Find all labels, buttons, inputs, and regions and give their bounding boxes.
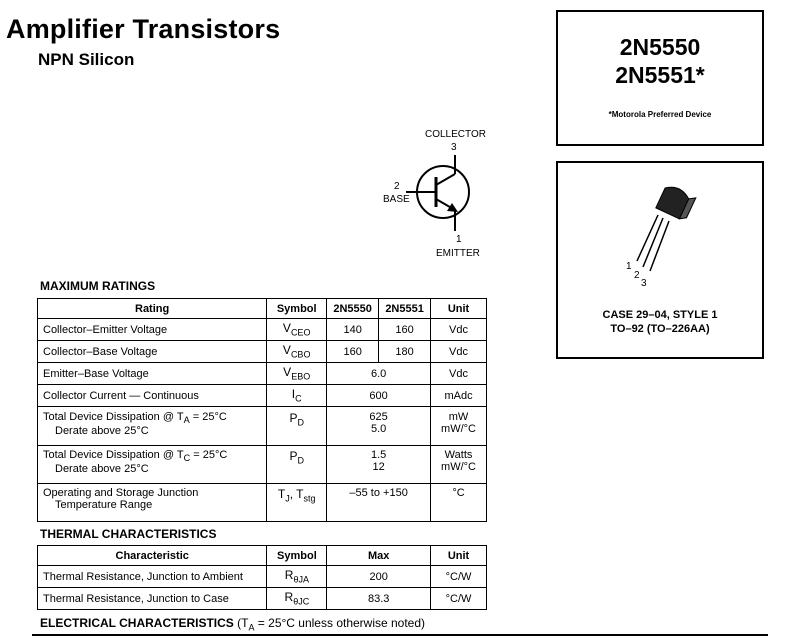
unit-cell: °C — [431, 484, 487, 522]
characteristic-cell: Thermal Resistance, Junction to Ambient — [38, 566, 267, 588]
table-row — [38, 385, 487, 407]
value-cell: –55 to +150 — [327, 484, 431, 522]
table-header-row — [38, 546, 487, 566]
symbol-cell: $V_{CEO}$ — [267, 319, 327, 341]
page-subtitle: NPN Silicon — [38, 50, 135, 69]
table-row — [38, 446, 487, 484]
table-row — [38, 363, 487, 385]
symbol-cell: $T_J$, $T_{stg}$ — [267, 484, 327, 522]
value-cell: 200 — [327, 566, 431, 588]
table-row — [38, 588, 487, 610]
symbol-cell: $P_D$ — [267, 446, 327, 484]
value-cell: 180 — [379, 341, 431, 363]
section-divider — [32, 634, 768, 636]
column-header: Unit — [431, 299, 487, 319]
max-ratings-heading: MAXIMUM RATINGS — [40, 279, 156, 293]
column-header: Characteristic — [38, 546, 267, 566]
rating-cell: Total Device Dissipation @ $T_A = 25^\circ C$ Derate above 25°C — [38, 407, 267, 446]
table-row — [38, 341, 487, 363]
collector-pin: 3 — [451, 142, 457, 153]
case-pin-1: 1 — [626, 261, 632, 272]
column-header: Symbol — [267, 299, 327, 319]
rating-cell: Total Device Dissipation @ $T_C = 25^\circ C$ Derate above 25°C — [38, 446, 267, 484]
case-pin-3: 3 — [641, 278, 647, 289]
emitter-pin: 1 — [456, 234, 462, 245]
page-title: Amplifier Transistors — [6, 14, 281, 44]
value-cell: 6.0 — [327, 363, 431, 385]
unit-cell: °C/W — [431, 588, 487, 610]
to92-package-icon — [558, 163, 762, 293]
value-cell: 140 — [327, 319, 379, 341]
column-header: 2N5551 — [379, 299, 431, 319]
value-cell: 160 — [379, 319, 431, 341]
column-header: 2N5550 — [327, 299, 379, 319]
base-pin: 2 — [394, 181, 400, 192]
thermal-heading: THERMAL CHARACTERISTICS — [40, 527, 217, 541]
base-label: BASE — [383, 194, 410, 205]
unit-cell: mAdc — [431, 385, 487, 407]
collector-label: COLLECTOR — [425, 129, 486, 140]
case-pin-2: 2 — [634, 270, 640, 281]
part-number-box — [556, 10, 764, 146]
table-row — [38, 566, 487, 588]
rating-cell: Operating and Storage Junction Temperature Range — [38, 484, 267, 522]
table-row — [38, 484, 487, 522]
max-ratings-table — [37, 298, 487, 522]
column-header: Unit — [431, 546, 487, 566]
unit-cell: Vdc — [431, 319, 487, 341]
thermal-table — [37, 545, 487, 610]
part-number-2: 2N5551* — [615, 62, 705, 88]
symbol-cell: $V_{CBO}$ — [267, 341, 327, 363]
electrical-heading: ELECTRICAL CHARACTERISTICS ($T_A = 25^\circ C$ unless otherwise noted) — [40, 616, 426, 633]
transistor-symbol — [380, 125, 500, 265]
symbol-cell: $P_D$ — [267, 407, 327, 446]
symbol-cell: $R_{\theta JA}$ — [267, 566, 327, 588]
table-row — [38, 407, 487, 446]
table-row — [38, 319, 487, 341]
column-header: Rating — [38, 299, 267, 319]
value-cell: 600 — [327, 385, 431, 407]
unit-cell: mW mW/°C — [431, 407, 487, 446]
unit-cell: °C/W — [431, 566, 487, 588]
value-cell: 160 — [327, 341, 379, 363]
rating-cell: Collector–Emitter Voltage — [38, 319, 267, 341]
characteristic-cell: Thermal Resistance, Junction to Case — [38, 588, 267, 610]
unit-cell: Vdc — [431, 363, 487, 385]
rating-cell: Emitter–Base Voltage — [38, 363, 267, 385]
emitter-label: EMITTER — [436, 248, 480, 259]
symbol-cell: $V_{EBO}$ — [267, 363, 327, 385]
value-cell: 1.5 12 — [327, 446, 431, 484]
rating-cell: Collector Current — Continuous — [38, 385, 267, 407]
part-number-1: 2N5550 — [619, 34, 701, 60]
value-cell: 83.3 — [327, 588, 431, 610]
preferred-device-note: *Motorola Preferred Device — [608, 110, 712, 119]
case-line-2: TO–92 (TO–226AA) — [610, 323, 710, 335]
unit-cell: Vdc — [431, 341, 487, 363]
unit-cell: Watts mW/°C — [431, 446, 487, 484]
case-line-1: CASE 29–04, STYLE 1 — [602, 309, 718, 321]
column-header: Max — [327, 546, 431, 566]
value-cell: 625 5.0 — [327, 407, 431, 446]
symbol-cell: $R_{\theta JC}$ — [267, 588, 327, 610]
case-box — [556, 161, 764, 359]
symbol-cell: $I_C$ — [267, 385, 327, 407]
rating-cell: Collector–Base Voltage — [38, 341, 267, 363]
table-header-row — [38, 299, 487, 319]
npn-transistor-icon — [380, 125, 500, 265]
column-header: Symbol — [267, 546, 327, 566]
